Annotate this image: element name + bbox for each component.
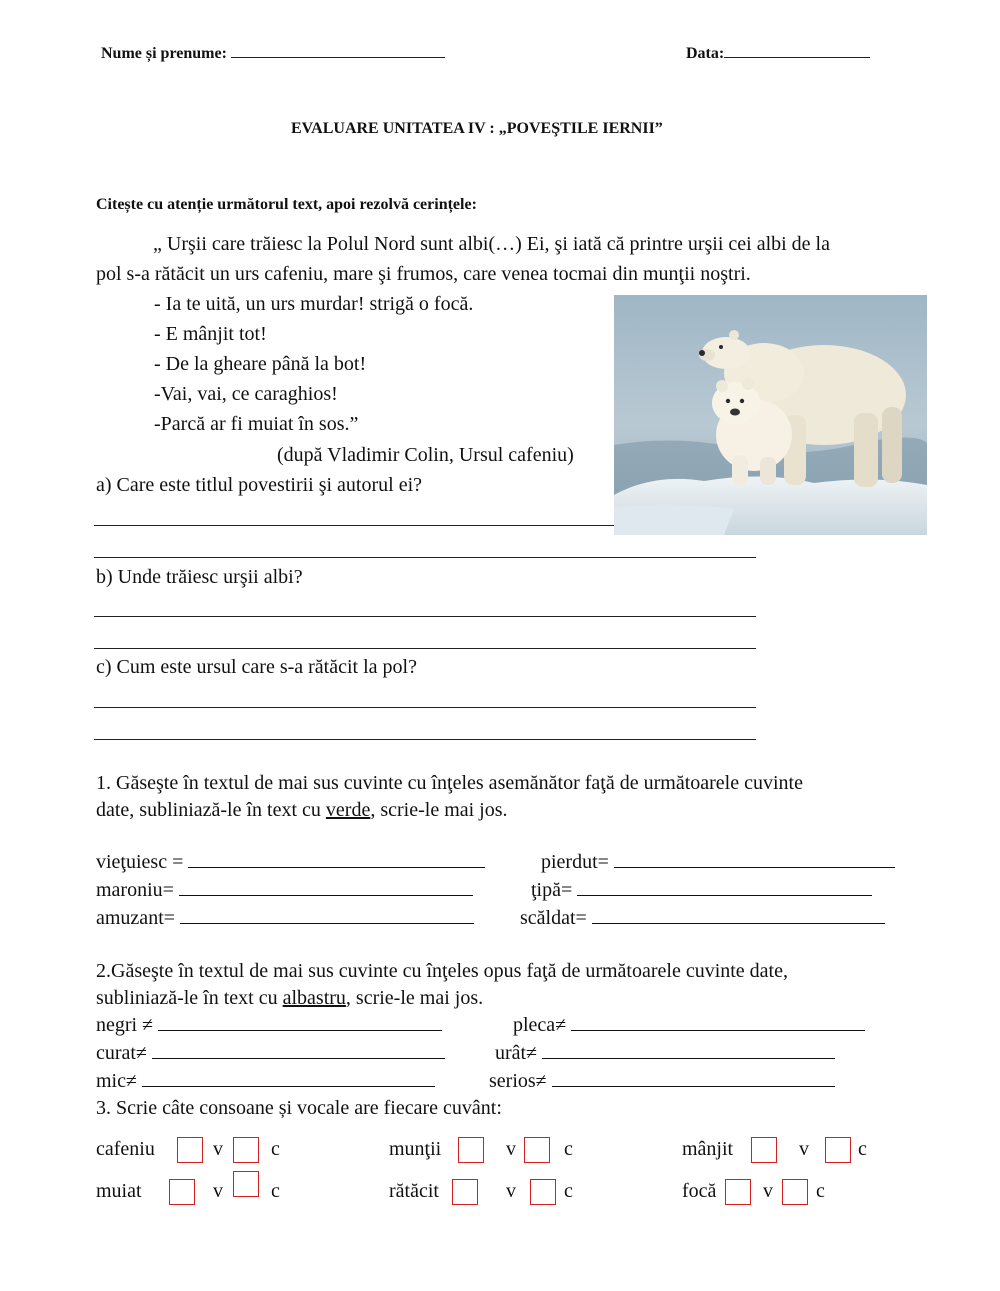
- ex3-word: cafeniu: [96, 1138, 155, 1160]
- ex2-instruction: 2.Găseşte în textul de mai sus cuvinte cu înţeles opus faţă de următoarele cuvinte date,: [96, 960, 788, 982]
- ex3-word: muiat: [96, 1180, 142, 1202]
- answer-line[interactable]: [94, 557, 756, 558]
- ex1-answer-field[interactable]: [577, 879, 872, 896]
- vowel-count-box[interactable]: [233, 1171, 259, 1197]
- answer-line[interactable]: [94, 707, 756, 708]
- question-b: b) Unde trăiesc urşii albi?: [96, 566, 303, 588]
- ex1-word: ţipă=: [531, 879, 872, 902]
- ex1-word: pierdut=: [541, 851, 895, 874]
- c-label: c: [271, 1180, 280, 1202]
- date-label: Data:: [686, 45, 870, 63]
- ex2-answer-field[interactable]: [142, 1070, 435, 1087]
- ex3-word: mânjit: [682, 1138, 734, 1160]
- ex2-answer-field[interactable]: [552, 1070, 835, 1087]
- ex2-word: curat≠: [96, 1042, 445, 1065]
- c-label: c: [816, 1180, 825, 1202]
- v-label: v: [213, 1180, 223, 1202]
- ex1-word: vieţuiesc =: [96, 851, 485, 874]
- ex2-word: negri ≠: [96, 1014, 442, 1037]
- ex3-word: rătăcit: [389, 1180, 439, 1202]
- c-label: c: [858, 1138, 867, 1160]
- ex1-word: amuzant=: [96, 907, 474, 930]
- ex3-instruction: 3. Scrie câte consoane și vocale are fiecare cuvânt:: [96, 1097, 502, 1119]
- dialogue-line: - Ia te uită, un urs murdar! strigă o focă.: [154, 293, 474, 315]
- v-label: v: [506, 1138, 516, 1160]
- ex1-instruction-2: date, subliniază-le în text cu verde, scrie-le mai jos.: [96, 799, 508, 821]
- name-field[interactable]: [231, 57, 445, 58]
- c-label: c: [564, 1138, 573, 1160]
- v-label: v: [213, 1138, 223, 1160]
- consonant-count-box[interactable]: [725, 1179, 751, 1205]
- v-label: v: [506, 1180, 516, 1202]
- ex2-instruction-2: subliniază-le în text cu albastru, scrie-le mai jos.: [96, 987, 484, 1009]
- consonant-count-box[interactable]: [177, 1137, 203, 1163]
- ex1-word: maroniu=: [96, 879, 473, 902]
- vowel-count-box[interactable]: [782, 1179, 808, 1205]
- instruction: Citește cu atenție următorul text, apoi rezolvă cerințele:: [96, 196, 477, 213]
- c-label: c: [564, 1180, 573, 1202]
- ex2-word: serios≠: [489, 1070, 835, 1093]
- ex1-answer-field[interactable]: [179, 879, 473, 896]
- vowel-count-box[interactable]: [524, 1137, 550, 1163]
- consonant-count-box[interactable]: [458, 1137, 484, 1163]
- text-line: „ Urşii care trăiesc la Polul Nord sunt albi(…) Ei, şi iată că printre urşii cei albi de la: [153, 233, 830, 255]
- dialogue-line: -Parcă ar fi muiat în sos.”: [154, 413, 359, 435]
- ex1-answer-field[interactable]: [592, 907, 885, 924]
- vowel-count-box[interactable]: [530, 1179, 556, 1205]
- consonant-count-box[interactable]: [751, 1137, 777, 1163]
- ex2-answer-field[interactable]: [158, 1014, 442, 1031]
- vowel-count-box[interactable]: [233, 1137, 259, 1163]
- answer-line[interactable]: [94, 616, 756, 617]
- c-label: c: [271, 1138, 280, 1160]
- source-citation: (după Vladimir Colin, Ursul cafeniu): [277, 444, 574, 466]
- consonant-count-box[interactable]: [169, 1179, 195, 1205]
- question-a: a) Care este titlul povestirii şi autorul ei?: [96, 474, 423, 496]
- vowel-count-box[interactable]: [825, 1137, 851, 1163]
- ex1-answer-field[interactable]: [188, 851, 485, 868]
- page-title: EVALUARE UNITATEA IV : „POVEŞTILE IERNII”: [291, 120, 663, 137]
- consonant-count-box[interactable]: [452, 1179, 478, 1205]
- dialogue-line: - E mânjit tot!: [154, 323, 267, 345]
- name-label: Nume și prenume:: [101, 45, 445, 63]
- polar-bears-photo: [614, 295, 927, 535]
- ex3-word: focă: [682, 1180, 717, 1202]
- ex3-word: munţii: [389, 1138, 442, 1160]
- date-field[interactable]: [724, 57, 870, 58]
- ex2-word: mic≠: [96, 1070, 435, 1093]
- ex1-word: scăldat=: [520, 907, 885, 930]
- v-label: v: [799, 1138, 809, 1160]
- question-c: c) Cum este ursul care s-a rătăcit la pol?: [96, 656, 417, 678]
- dialogue-line: - De la gheare până la bot!: [154, 353, 367, 375]
- ex2-answer-field[interactable]: [152, 1042, 445, 1059]
- ex1-answer-field[interactable]: [614, 851, 895, 868]
- answer-line[interactable]: [94, 739, 756, 740]
- ex2-answer-field[interactable]: [571, 1014, 865, 1031]
- ex1-instruction: 1. Găseşte în textul de mai sus cuvinte cu înţeles asemănător faţă de următoarele cuvinte: [96, 772, 803, 794]
- v-label: v: [763, 1180, 773, 1202]
- ex2-word: pleca≠: [513, 1014, 865, 1037]
- ex2-word: urât≠: [495, 1042, 835, 1065]
- answer-line[interactable]: [94, 648, 756, 649]
- text-line: pol s-a rătăcit un urs cafeniu, mare şi frumos, care venea tocmai din munţii noştri.: [96, 263, 751, 285]
- ex1-answer-field[interactable]: [180, 907, 474, 924]
- dialogue-line: -Vai, vai, ce caraghios!: [154, 383, 338, 405]
- ex2-answer-field[interactable]: [542, 1042, 835, 1059]
